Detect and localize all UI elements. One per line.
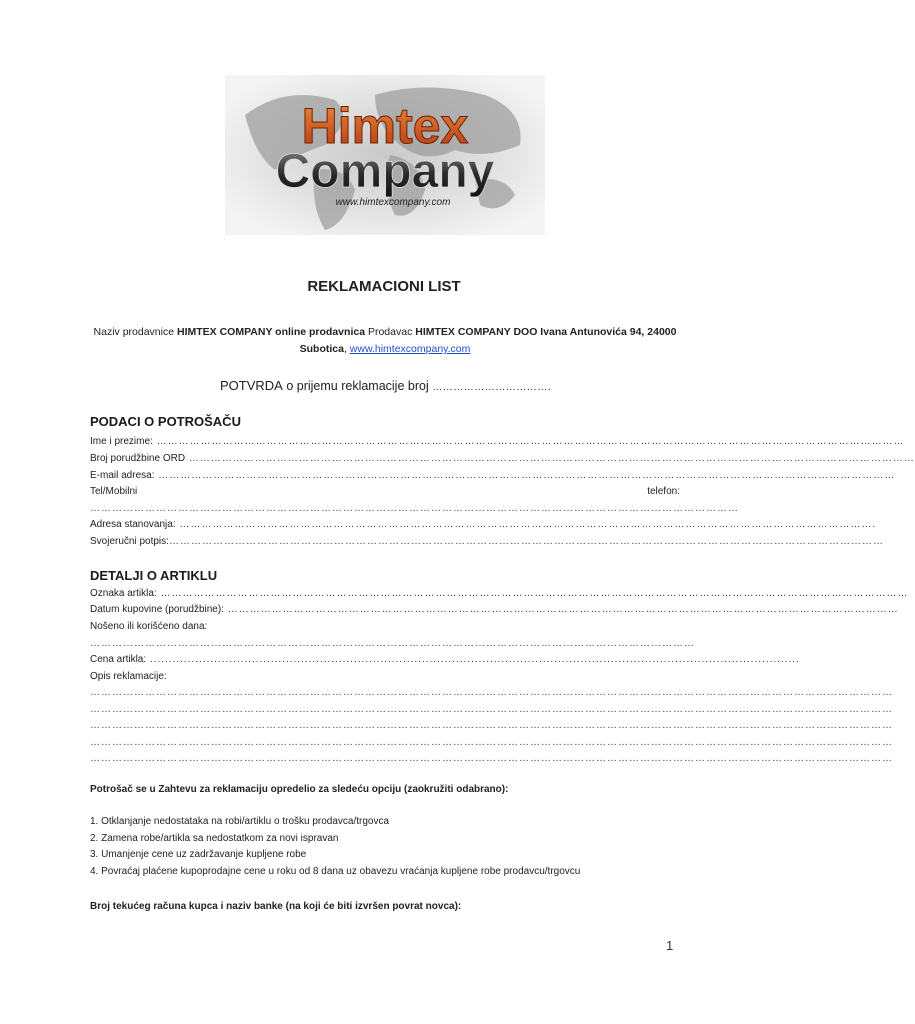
field-dots: …………………………………………………………………………………………………………………………………………………………… bbox=[90, 503, 739, 514]
confirmation-text: o prijemu reklamacije broj bbox=[282, 379, 433, 393]
confirmation-label: POTVRDA bbox=[220, 378, 283, 393]
option-item[interactable]: 4. Povraćaj plaćene kupoprodajne cene u roku od 8 dana uz obavezu vraćanja kupljene robe prodavcu/trgovcu bbox=[90, 865, 581, 877]
field-label-right: telefon: bbox=[647, 486, 680, 497]
option-item[interactable]: 1. Otklanjanje nedostataka na robi/artiklu o trošku prodavca/trgovca bbox=[90, 816, 390, 827]
logo-url-text: www.himtexcompany.com bbox=[335, 197, 451, 208]
store-name: HIMTEX COMPANY online prodavnica bbox=[176, 326, 366, 338]
seller-info: HIMTEX COMPANY DOO Ivana Antunovića 94, 24000 Subotica bbox=[299, 326, 677, 355]
separator: , bbox=[343, 343, 350, 355]
description-line[interactable] bbox=[90, 750, 893, 767]
field-dots: ............................................................................................................................................................................ bbox=[146, 654, 800, 665]
field-item-price[interactable] bbox=[90, 651, 800, 668]
field-dots: ………………………………………………………………………………………………………………………………………………………………………………………………… bbox=[90, 737, 893, 748]
field-order-number[interactable] bbox=[90, 450, 915, 467]
option-list bbox=[90, 814, 690, 880]
field-dots: ………………………………………………………………………………………………………………………………………………………………………………… bbox=[154, 470, 896, 481]
seller-label: Prodavac bbox=[365, 326, 416, 338]
document-title: REKLAMACIONI LIST bbox=[307, 278, 461, 295]
option-item[interactable]: 3. Umanjenje cene uz zadržavanje kupljene robe bbox=[90, 849, 307, 860]
field-phone[interactable] bbox=[90, 483, 680, 500]
field-dots: …………………………………………………………………………………………………………………………………………………………………………………… bbox=[152, 436, 905, 447]
field-dots: ………………………………………………………………………………………………………………………………………………………………………………………………… bbox=[90, 687, 893, 698]
field-label: Tel/Mobilni bbox=[90, 486, 138, 497]
option-item[interactable]: 2. Zamena robe/artikla sa nedostatkom za novi ispravan bbox=[90, 832, 339, 844]
bank-account-label: Broj tekućeg računa kupca i naziv banke (na koji će biti izvršen povrat novca): bbox=[90, 901, 462, 912]
field-name[interactable] bbox=[90, 433, 905, 450]
field-label: Adresa stanovanja: bbox=[90, 519, 176, 530]
field-complaint-description[interactable] bbox=[90, 668, 680, 685]
field-label: Nošeno ili korišćeno dana: bbox=[90, 621, 208, 632]
field-dots: ………………………………………………………………………………………………………………………………………………………………………………………………… bbox=[90, 720, 893, 731]
description-line[interactable] bbox=[90, 684, 893, 701]
field-label: E-mail adresa: bbox=[90, 470, 155, 481]
field-label: Svojeručni potpis: bbox=[90, 536, 169, 547]
option-intro: Potrošač se u Zahtevu za reklamaciju opredelio za sledeću opciju (zaokružiti odabrano): bbox=[90, 784, 509, 795]
description-line[interactable] bbox=[90, 701, 893, 718]
confirmation-number-field[interactable]: ……………………………. bbox=[432, 382, 551, 393]
field-dots: ………………………………………………………………………………………………………………………………………………………………………………………………… bbox=[90, 704, 893, 715]
field-dots: ………………………………………………………………………………………………………………………………………………………………………………………………… bbox=[90, 753, 893, 764]
description-line[interactable] bbox=[90, 717, 893, 734]
field-days-used-dots[interactable] bbox=[90, 635, 695, 652]
field-address[interactable] bbox=[90, 516, 877, 533]
field-label: Broj porudžbine ORD bbox=[90, 453, 186, 464]
store-link[interactable]: www.himtexcompany.com bbox=[349, 343, 471, 355]
confirmation-line bbox=[220, 378, 551, 393]
section-item-heading: DETALJI O ARTIKLU bbox=[90, 568, 218, 583]
field-dots: ………………………………………………………………………………………………………………………………………………………………… bbox=[223, 604, 899, 615]
description-line[interactable] bbox=[90, 734, 893, 751]
company-logo bbox=[225, 75, 545, 235]
page-number: 1 bbox=[666, 938, 674, 953]
field-label: Ime i prezime: bbox=[90, 436, 153, 447]
field-label: Opis reklamacije: bbox=[90, 671, 167, 682]
logo-company-text: Company bbox=[275, 145, 495, 198]
field-dots: ………………………………………………………………………………………………………………………………………………… bbox=[90, 638, 695, 649]
field-phone-dots[interactable] bbox=[90, 500, 739, 517]
field-dots: …………………………………………………………………………………………………………………………………………………………………………………… bbox=[156, 588, 909, 599]
field-label: Oznaka artikla: bbox=[90, 588, 157, 599]
field-email[interactable] bbox=[90, 467, 896, 484]
field-item-code[interactable] bbox=[90, 585, 909, 602]
store-label: Naziv prodavnice bbox=[93, 326, 177, 338]
field-dots: …………………………………………………………………………………………………………………………………………………………………………… bbox=[168, 536, 884, 547]
field-purchase-date[interactable] bbox=[90, 601, 899, 618]
field-dots: ………………………………………………………………………………………………………………………………………………………………………. bbox=[175, 519, 877, 530]
logo-himtex-text: Himtex bbox=[301, 98, 469, 154]
section-consumer-heading: PODACI O POTROŠAČU bbox=[90, 414, 241, 429]
field-label: Datum kupovine (porudžbine): bbox=[90, 604, 224, 615]
field-label: Cena artikla: bbox=[90, 654, 147, 665]
field-dots: ……………………………………………………………………………………………………………………………………………………………………………… bbox=[185, 453, 915, 464]
field-signature[interactable] bbox=[90, 533, 884, 550]
store-info bbox=[90, 324, 680, 358]
field-days-used[interactable] bbox=[90, 618, 680, 635]
